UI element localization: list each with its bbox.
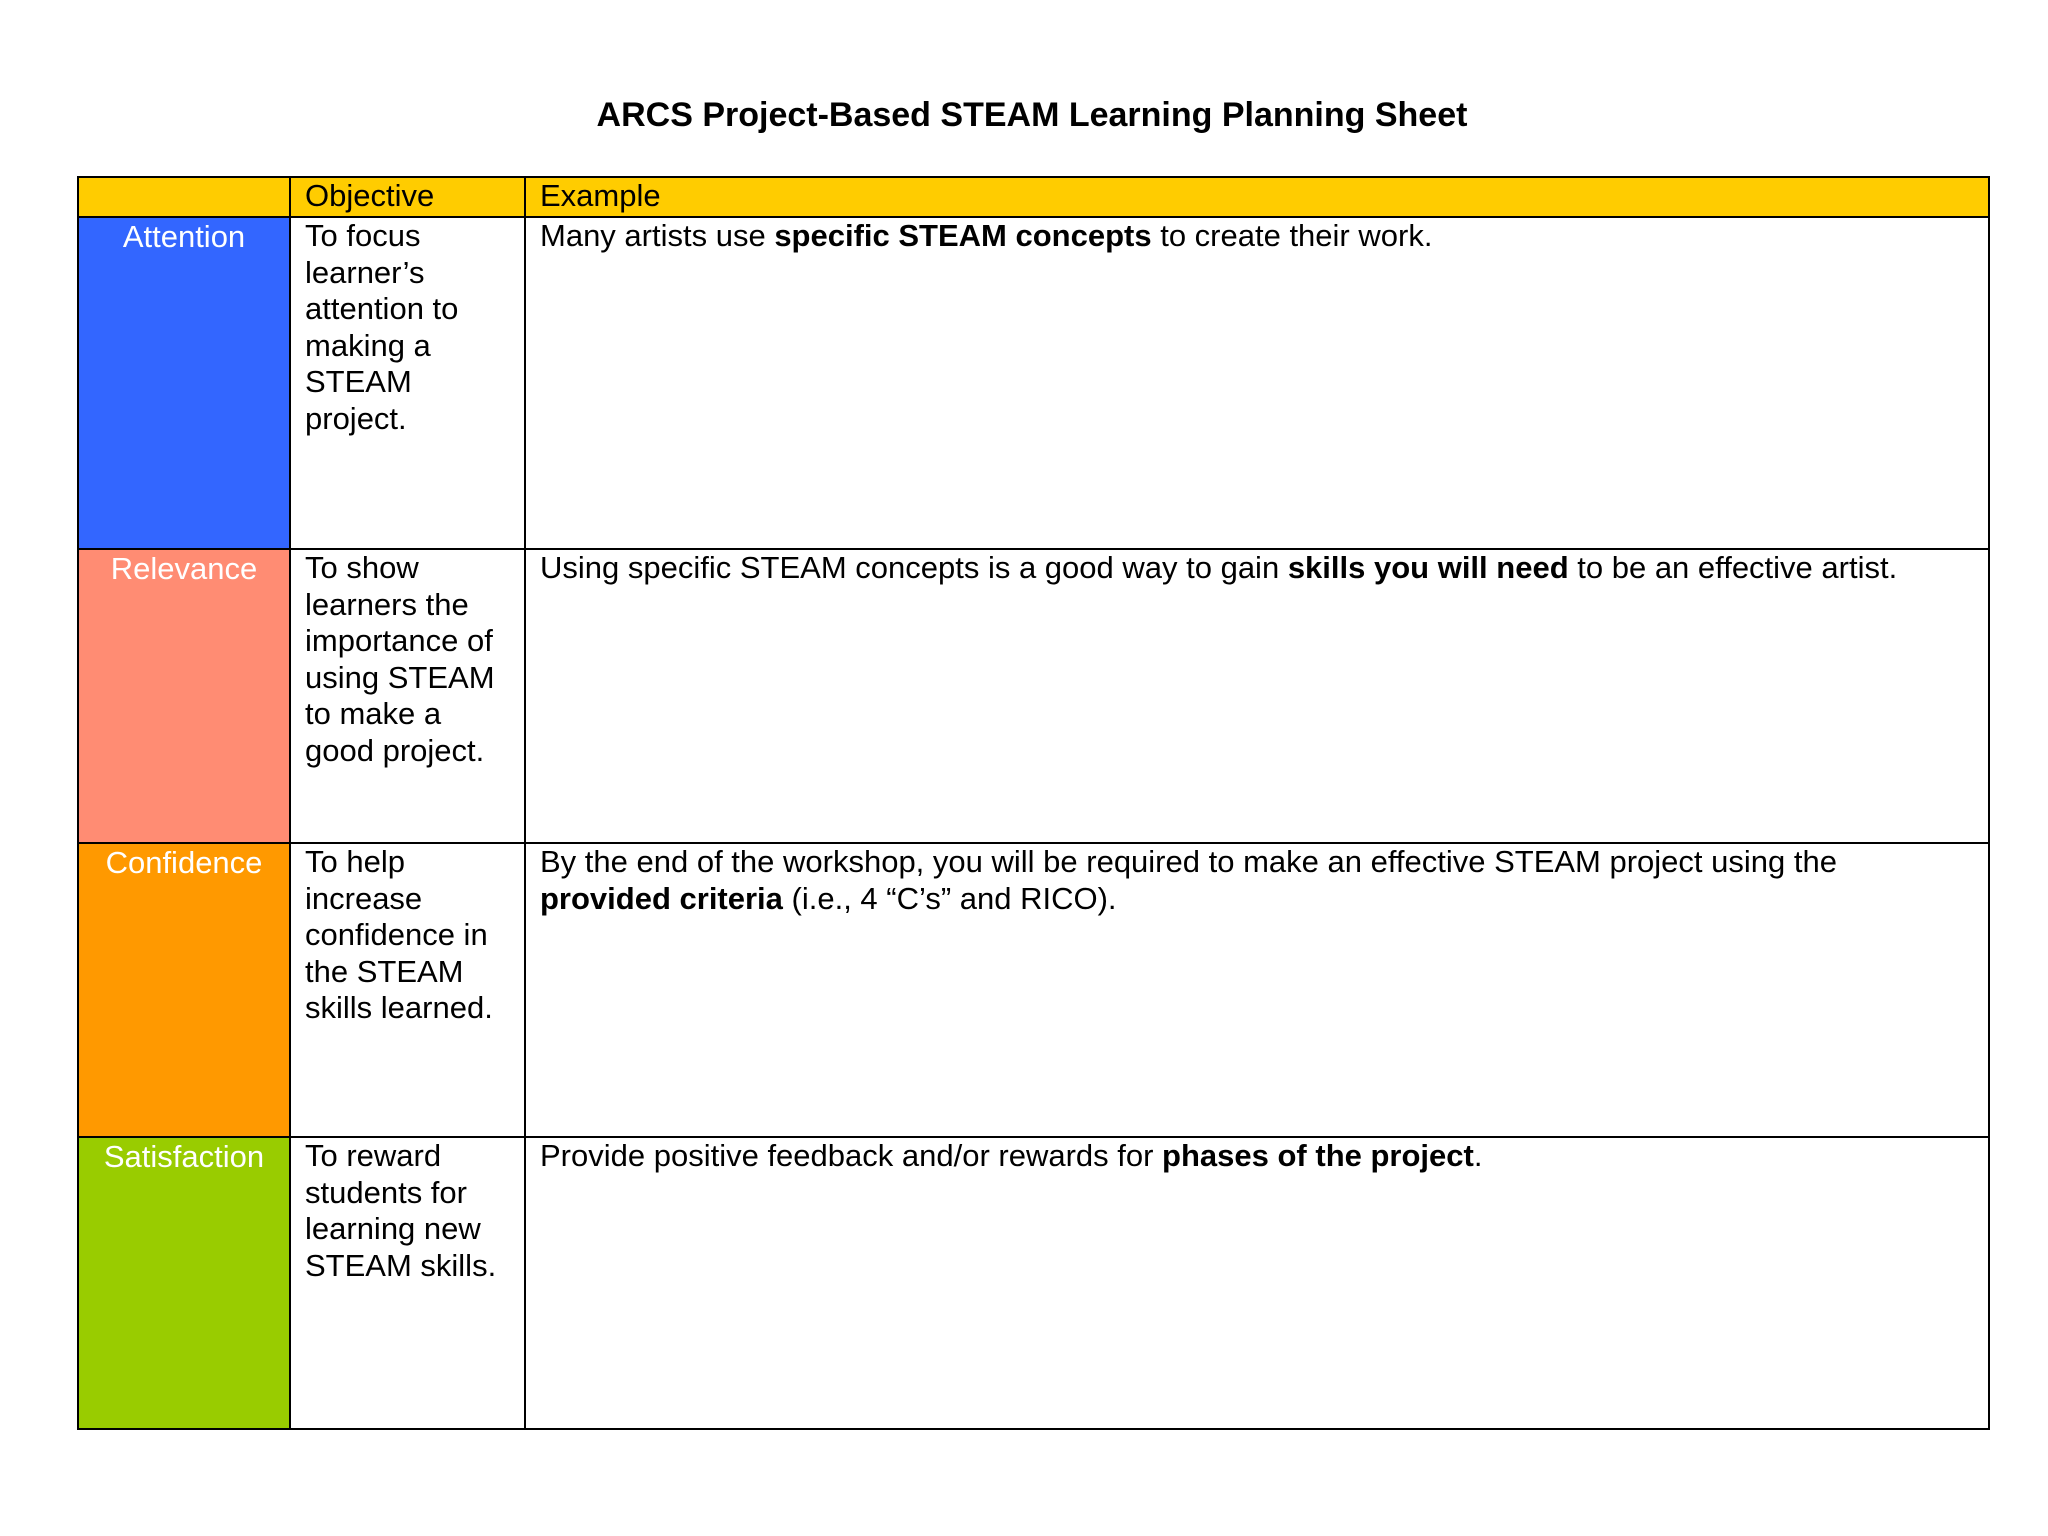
table-row-attention [78, 217, 1989, 549]
header-example-label: Example [540, 178, 661, 213]
example-text-confidence-bold: provided criteria [540, 880, 783, 916]
planning-table [77, 176, 1990, 1430]
objective-cell-confidence [290, 843, 525, 1137]
example-text-confidence-before: By the end of the workshop, you will be required to make an effective STEAM project using the [540, 844, 1837, 879]
example-text-satisfaction-bold: phases of the project [1162, 1138, 1474, 1173]
example-text-confidence [526, 844, 1988, 917]
table-row-satisfaction [78, 1137, 1989, 1429]
example-text-relevance-before: Using specific STEAM concepts is a good way to gain [540, 550, 1288, 585]
example-text-satisfaction-before: Provide positive feedback and/or rewards for [540, 1138, 1163, 1173]
example-text-attention-after: to create their work. [1151, 218, 1433, 253]
example-cell-attention [525, 217, 1989, 549]
example-text-attention-bold: specific STEAM concepts [774, 218, 1152, 253]
category-cell-confidence [78, 843, 290, 1137]
example-cell-relevance [525, 549, 1989, 843]
example-text-relevance [526, 550, 1988, 587]
objective-text-satisfaction: To reward students for learning new STEAM skills. [305, 1138, 497, 1283]
table-row-relevance [78, 549, 1989, 843]
example-text-relevance-after: to be an effective artist. [1568, 550, 1898, 585]
objective-text-relevance: To show learners the importance of using STEAM to make a good project. [305, 550, 495, 768]
example-text-confidence-after: (i.e., 4 “C’s” and RICO). [782, 880, 1117, 916]
example-text-attention-before: Many artists use [540, 218, 775, 253]
header-category [78, 177, 290, 217]
category-cell-attention [78, 217, 290, 549]
objective-cell-satisfaction [290, 1137, 525, 1429]
example-cell-confidence [525, 843, 1989, 1137]
header-example [525, 177, 1989, 217]
header-objective [290, 177, 525, 217]
category-label-relevance: Relevance [110, 551, 258, 586]
objective-text-attention: To focus learner’s attention to making a STEAM project. [305, 218, 459, 436]
table-header-row [78, 177, 1989, 217]
header-objective-label: Objective [305, 178, 435, 213]
objective-cell-attention [290, 217, 525, 549]
example-cell-satisfaction [525, 1137, 1989, 1429]
category-label-attention: Attention [122, 219, 246, 254]
objective-text-confidence: To help increase confidence in the STEAM skills learned. [305, 844, 493, 1025]
table-row-confidence [78, 843, 1989, 1137]
category-label-satisfaction: Satisfaction [103, 1139, 265, 1174]
category-label-confidence: Confidence [105, 845, 263, 880]
objective-cell-relevance [290, 549, 525, 843]
example-text-attention [526, 218, 1988, 255]
example-text-satisfaction [526, 1138, 1988, 1175]
category-cell-satisfaction [78, 1137, 290, 1429]
example-text-relevance-bold: skills you will need [1287, 550, 1569, 585]
page-title: ARCS Project-Based STEAM Learning Planning Sheet [596, 96, 1468, 134]
example-text-satisfaction-after: . [1473, 1138, 1483, 1173]
category-cell-relevance [78, 549, 290, 843]
